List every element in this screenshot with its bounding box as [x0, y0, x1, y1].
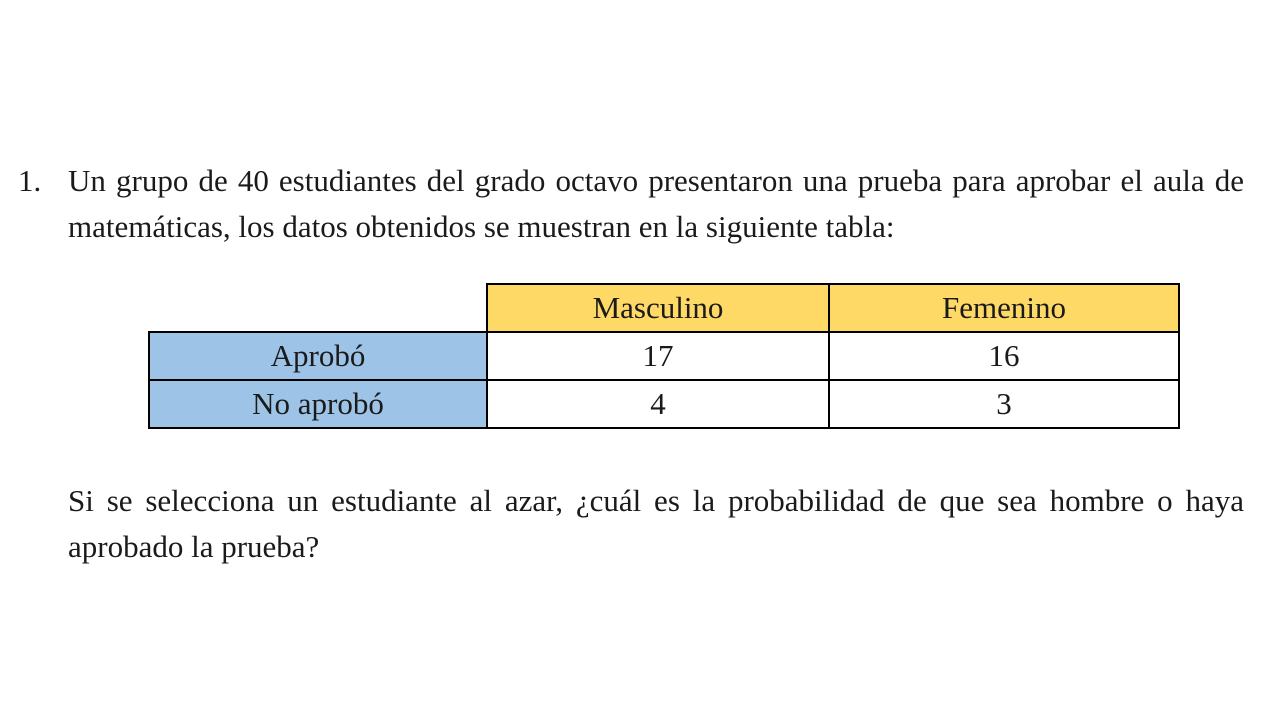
problem-block	[18, 158, 1248, 250]
row-header-aprobo: Aprobó	[149, 332, 487, 380]
column-header-femenino: Femenino	[829, 284, 1179, 332]
cell-aprobo-masculino: 17	[487, 332, 829, 380]
table-corner-empty	[149, 284, 487, 332]
table-header-row	[149, 284, 1179, 332]
data-table	[148, 283, 1180, 429]
cell-aprobo-femenino: 16	[829, 332, 1179, 380]
problem-question: Si se selecciona un estudiante al azar, ¿cuál es la probabilidad de que sea hombre o haya aprobado la prueba?	[68, 483, 1244, 564]
column-header-masculino: Masculino	[487, 284, 829, 332]
problem-statement	[18, 158, 1248, 250]
cell-no-aprobo-femenino: 3	[829, 380, 1179, 428]
problem-statement-text: Un grupo de 40 estudiantes del grado octavo presentaron una prueba para aprobar el aula de matemáticas, los datos obtenidos se muestran en la siguiente tabla:	[68, 163, 1244, 244]
table-row	[149, 380, 1179, 428]
cell-no-aprobo-masculino: 4	[487, 380, 829, 428]
row-header-no-aprobo: No aprobó	[149, 380, 487, 428]
table-row	[149, 332, 1179, 380]
problem-number: 1.	[18, 163, 42, 198]
